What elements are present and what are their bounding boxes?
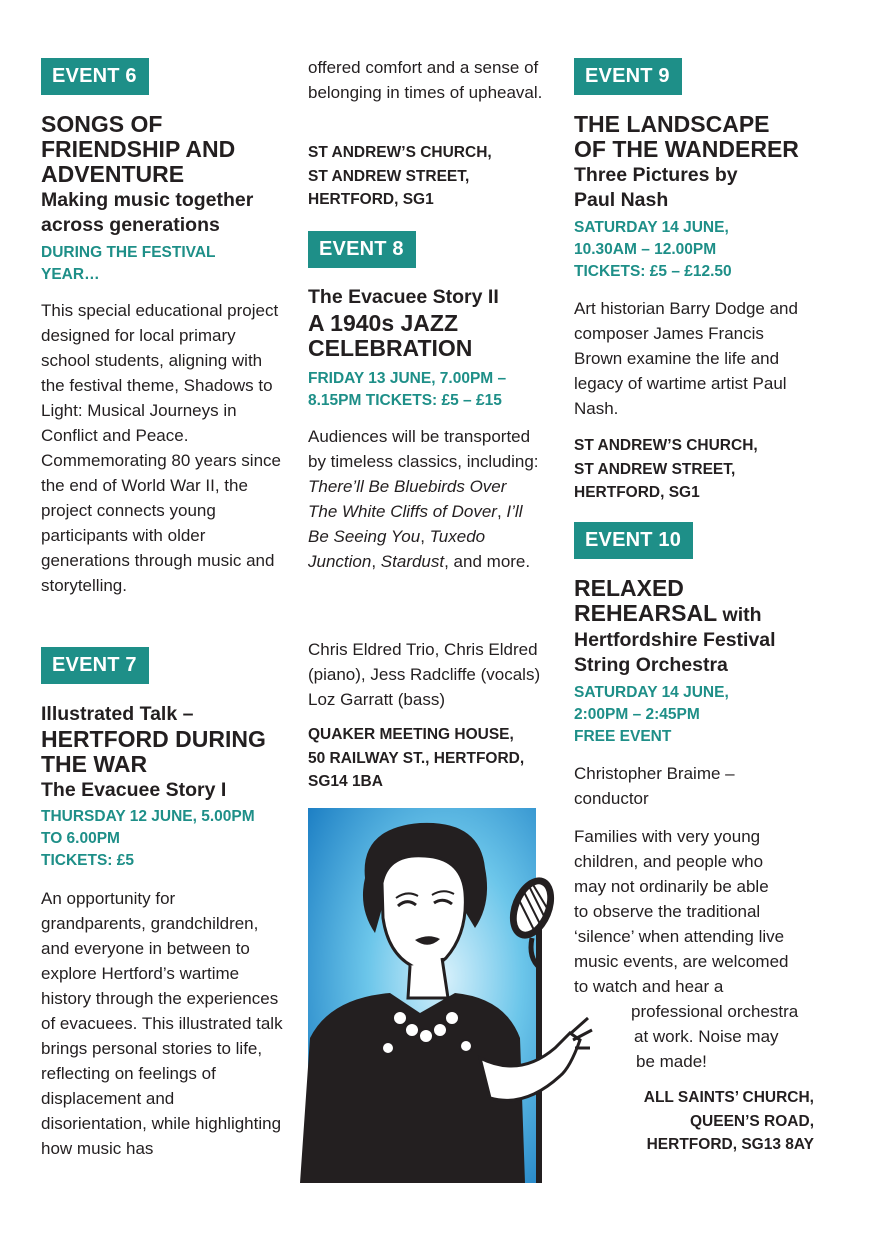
description-line: professional orchestra <box>631 1002 799 1021</box>
when-line: DURING THE FESTIVAL <box>41 244 216 261</box>
event-10-badge: EVENT 10 <box>574 522 693 559</box>
singer-illustration <box>270 808 600 1183</box>
when-line: THURSDAY 12 JUNE, 5.00PM <box>41 808 255 825</box>
event-10-description <box>574 824 824 1074</box>
event-10-subtitle <box>574 628 824 678</box>
vintage-singer-microphone-image <box>270 808 600 1183</box>
venue-line: ST ANDREW’S CHURCH, <box>574 437 758 454</box>
event-6-when <box>41 242 286 286</box>
event-7-description-continued: offered comfort and a sense of belonging in times of upheaval. <box>308 58 543 102</box>
title-line: THE WAR <box>41 751 148 777</box>
venue-line: QUAKER MEETING HOUSE, <box>308 726 514 743</box>
event-8-intro: Audiences will be transported by timeless classics, including: <box>308 427 539 471</box>
description-line: music events, are welcomed <box>574 952 789 971</box>
when-line: FREE EVENT <box>574 728 672 745</box>
event-6-description: This special educational project designed for local primary school students, aligning with the festival theme, Shadows to Light: Musical Journeys in Conflict and Peace. Commemorating 80 years since the end of World War II, the project connects young participants with older generations through music and storytelling. <box>41 301 281 595</box>
event-10-when <box>574 682 824 748</box>
event-7-badge: EVENT 7 <box>41 647 149 684</box>
event-7-subtitle: The Evacuee Story I <box>41 779 227 801</box>
event-9-subtitle <box>574 163 824 213</box>
event-8-when <box>308 368 553 412</box>
event-7-title <box>41 727 286 777</box>
event-6-title <box>41 112 286 187</box>
title-line: ADVENTURE <box>41 161 185 187</box>
title-line: A 1940s JAZZ <box>308 310 458 336</box>
event-7-pretitle: Illustrated Talk – <box>41 703 194 725</box>
event-7-when <box>41 806 286 872</box>
description-line: to watch and hear a <box>574 977 724 996</box>
event-10-venue <box>574 1086 814 1157</box>
venue-line: 50 RAILWAY ST., HERTFORD, <box>308 749 525 767</box>
title-line: THE LANDSCAPE <box>574 111 770 137</box>
subtitle-line: across generations <box>41 214 220 236</box>
when-line: 2:00PM – 2:45PM <box>574 706 700 723</box>
description-line: may not ordinarily be able <box>574 877 769 896</box>
when-line: FRIDAY 13 JUNE, 7.00PM – <box>308 370 507 387</box>
subtitle-line: Paul Nash <box>574 189 669 211</box>
event-9-when <box>574 217 824 283</box>
subtitle-line: Hertfordshire Festival <box>574 629 776 651</box>
when-line: SATURDAY 14 JUNE, <box>574 219 729 236</box>
title-line: CELEBRATION <box>308 335 473 361</box>
event-8-description: Audiences will be transported by timeless classics, including: There’ll Be Bluebirds Over The White Cliffs of Dover, I’ll Be Seeing You, Tuxedo Junction, Stardust, and more. <box>308 427 539 571</box>
when-line: SATURDAY 14 JUNE, <box>574 684 729 701</box>
description-line: Families with very young <box>574 827 761 846</box>
event-9-title <box>574 112 824 162</box>
venue-line: ALL SAINTS’ CHURCH, <box>643 1089 814 1106</box>
when-line: TICKETS: £5 <box>41 852 135 869</box>
title-line: OF THE WANDERER <box>574 136 799 162</box>
venue-line: SG14 1BA <box>308 773 383 790</box>
description-line: be made! <box>636 1052 707 1071</box>
event-8-venue <box>308 723 553 794</box>
title-line: REHEARSAL with <box>574 600 762 626</box>
subtitle-line: String Orchestra <box>574 654 728 676</box>
event-6-subtitle <box>41 188 286 238</box>
when-line: 8.15PM TICKETS: £5 – £15 <box>308 392 502 409</box>
song-title: There’ll Be Bluebirds Over The White Cliffs of Dover <box>308 477 507 521</box>
when-line: TICKETS: £5 – £12.50 <box>574 263 732 280</box>
venue-line: HERTFORD, SG13 8AY <box>646 1136 814 1153</box>
venue-line: HERTFORD, SG1 <box>308 191 434 208</box>
event-8-badge: EVENT 8 <box>308 231 416 268</box>
venue-line: QUEEN’S ROAD, <box>689 1112 814 1130</box>
when-line: 10.30AM – 12.00PM <box>574 241 717 258</box>
event-8-title <box>308 311 553 361</box>
when-line: TO 6.00PM <box>41 830 120 847</box>
subtitle-line: Making music together <box>41 189 254 211</box>
description-line: children, and people who <box>574 852 764 871</box>
song-title: I’ll Be Seeing You <box>308 502 523 546</box>
description-line: to observe the traditional <box>574 902 761 921</box>
when-line: YEAR… <box>41 266 100 283</box>
venue-line: ST ANDREW’S CHURCH, <box>308 144 492 161</box>
title-line: RELAXED <box>574 575 684 601</box>
title-line: HERTFORD DURING <box>41 726 266 752</box>
description-line: at work. Noise may <box>634 1027 779 1046</box>
subtitle-line: Three Pictures by <box>574 164 738 186</box>
song-title: Tuxedo Junction <box>308 527 486 571</box>
event-9-badge: EVENT 9 <box>574 58 682 95</box>
event-9-venue <box>574 434 824 505</box>
event-8-performers: Chris Eldred Trio, Chris Eldred (piano), Jess Radcliffe (vocals) Loz Garratt (bass) <box>308 640 541 709</box>
event-10-conductor: Christopher Braime – conductor <box>574 764 735 808</box>
venue-line: HERTFORD, SG1 <box>574 484 700 501</box>
song-title: Stardust <box>380 552 445 571</box>
event-7-description: An opportunity for grandparents, grandchildren, and everyone in between to explore Hertford’s wartime history through the experiences of evacuees. This illustrated talk brings personal stories to life, reflecting on feelings of displacement and disorientation, while highlighting how music has <box>41 889 283 1158</box>
event-6-badge: EVENT 6 <box>41 58 149 95</box>
event-8-pretitle: The Evacuee Story II <box>308 286 499 308</box>
event-9-description: Art historian Barry Dodge and composer James Francis Brown examine the life and legacy of wartime artist Paul Nash. <box>574 299 798 418</box>
title-line: FRIENDSHIP AND <box>41 136 236 162</box>
title-line: SONGS OF <box>41 111 163 137</box>
venue-line: ST ANDREW STREET, <box>308 167 470 185</box>
event-10-title <box>574 576 824 628</box>
description-line: ‘silence’ when attending live <box>574 927 785 946</box>
venue-line: ST ANDREW STREET, <box>574 460 736 478</box>
event-7-venue <box>308 141 553 212</box>
